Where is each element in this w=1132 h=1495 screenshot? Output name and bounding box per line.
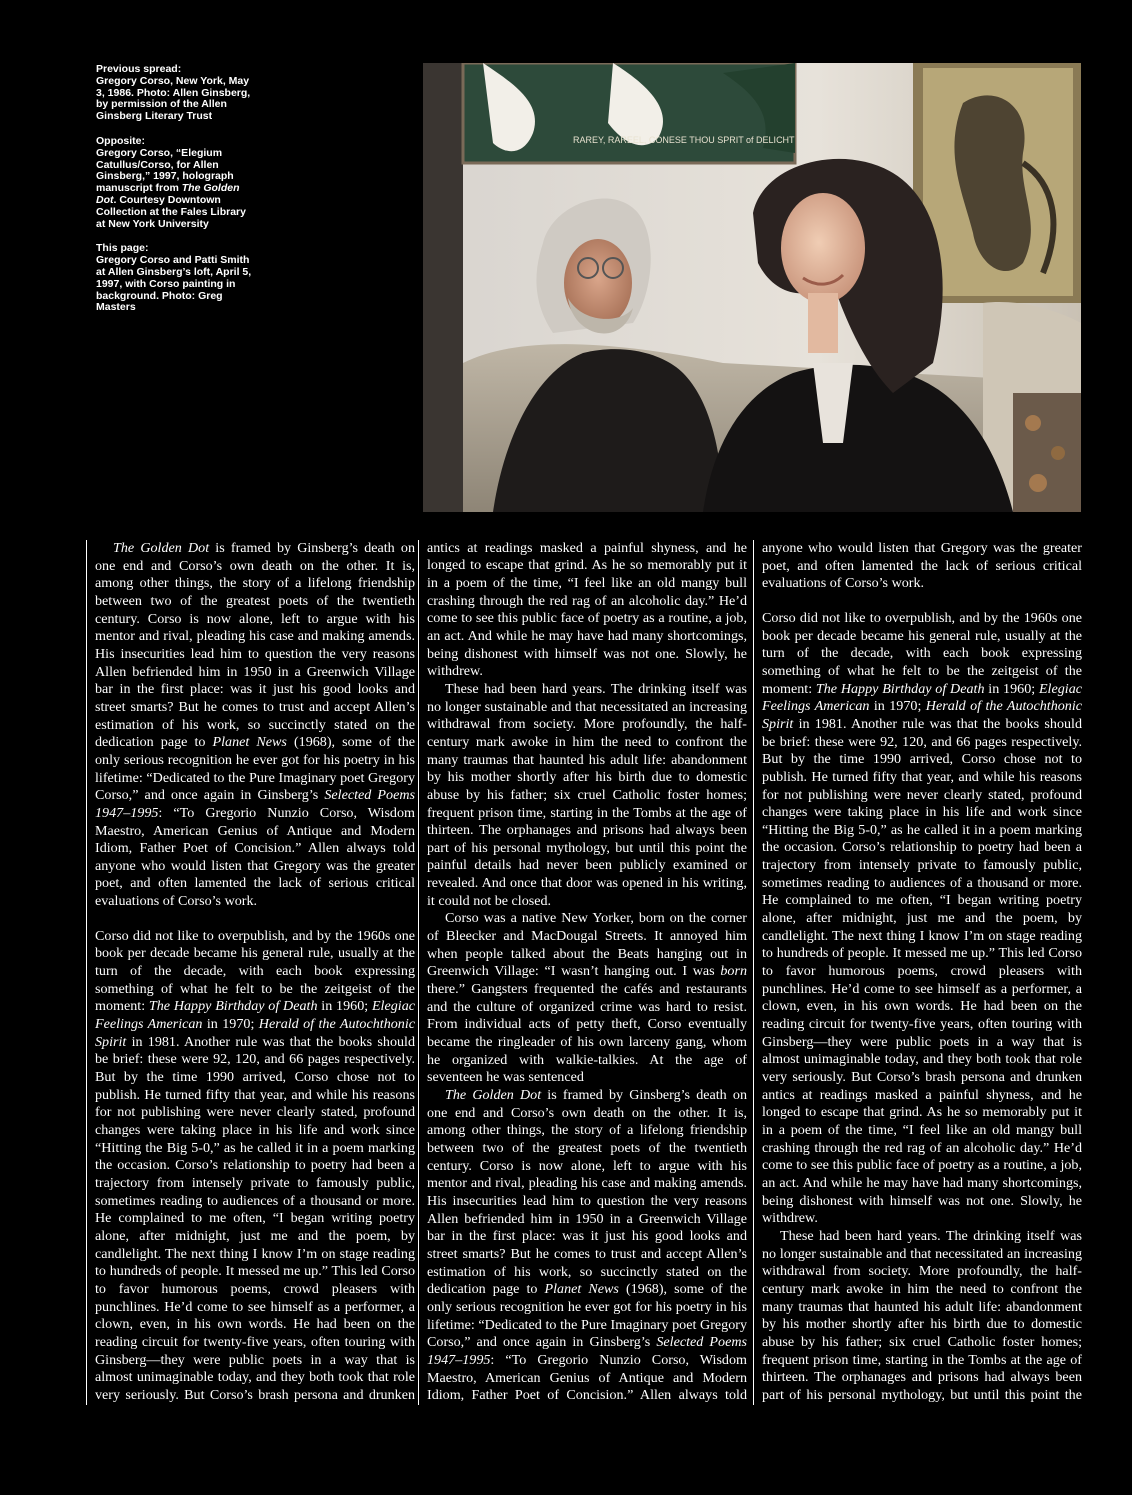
body-paragraph: These had been hard years. The drinking itself was no longer sustainable and that necessitated an increasing withdrawal from society. More profoundly, the half-century mark awoke in him the need to confront the many traumas that haunted his adult life: abandonment by his mother shortly after his birth due to domestic abuse by his father; six cruel Catholic foster homes; frequent prison time, starting in the Tombs at the age of thirteen. The orphanages and prisons had always been part of his personal mythology, but until this point the bbox=[762, 1227, 1082, 1403]
text-column-3 bbox=[753, 540, 1082, 1405]
body-paragraph: Corso did not like to overpublish, and by the 1960s one book per decade became his general rule, usually at the turn of the decade, with each book expressing something of what he felt to be the zeitgeist of the moment: The Happy Birthday of Death in 1960; Elegiac Feelings American in 1970; Herald of the Autochthonic Spirit in 1981. Another rule was that the books should be brief: these were 92, 120, and 66 pages respectively. But by the time 1990 arrived, Corso chose not to publish. He turned fifty that year, and while his reasons for not publishing were never clearly stated, profound changes were taking place in his life and work since “Hitting the Big 5-0,” as he called it in a poem marking the occasion. Corso’s relationship to poetry had been a trajectory from intensely private to famously public, sometimes reading to audiences of a thousand or more. He complained to me often, “I began writing poetry alone, after midnight, just me and the poem, by candlelight. The next thing I know I’m on stage reading to hundreds of people. It messed me up.” This led Corso to favor humorous poems, crowd pleasers with punchlines. He’d come to see himself as a performer, a clown, even, in his own words. He had been on the reading circuit for twenty-five years, often touring with Ginsberg—they were public poets in a way that is almost unimaginable today, and they both took that role very seriously. But Corso’s brash persona and drunken antics at readings masked a painful shyness, and he longed to escape that grind. As he so memorably put it in a poem of the time, “I feel like an old mangy bull crashing through the red rag of an alcoholic day.” He’d come to see this public face of poetry as a routine, a job, an act. And while he may have had many shortcomings, being dishonest with himself was not one. Slowly, he withdrew. bbox=[762, 609, 1082, 1227]
photo-corso-and-smith bbox=[423, 63, 1081, 512]
caption-opposite bbox=[96, 136, 256, 230]
text-column-2 bbox=[418, 540, 747, 1405]
caption-text: Gregory Corso, “Elegium Catullus/Corso, for Allen Ginsberg,” 1997, holograph manuscript from The Golden Dot. Courtesy Downtown Collection at the Fales Library at New York University bbox=[96, 146, 246, 230]
body-paragraph: These had been hard years. The drinking itself was no longer sustainable and that necessitated an increasing withdrawal from society. More profoundly, the half-century mark awoke in him the need to confront the many traumas that haunted his adult life: abandonment by his mother shortly after his birth due to domestic abuse by his father; six cruel Catholic foster homes; frequent prison time, starting in the Tombs at the age of thirteen. The orphanages and prisons had always been part of his personal mythology, but until this point the painful details had never been publicly examined or revealed. And once that door was opened in his writing, it could not be closed. bbox=[427, 680, 747, 909]
body-paragraph: The Golden Dot is framed by Ginsberg’s death on one end and Corso’s own death on the other. It is, among other things, the story of a lifelong friendship between two of the greatest poets of the twentieth century. Corso is now alone, left to argue with his mentor and rival, pleading his case and making amends. His insecurities lead him to question the very reasons Allen befriended him in 1950 in a Greenwich Village bar in the first place: was it just his good looks and street smarts? But he comes to trust and accept Allen’s estimation of his work, so succinctly stated on the dedication page to Planet News (1968), some of the only serious recognition he ever got for his poetry in his lifetime: “Dedicated to the Pure Imaginary poet Gregory Corso,” and once again in Ginsberg’s Selected Poems 1947–1995: “To Gregorio Nunzio Corso, Wisdom Maestro, American Genius of Antique and Modern Idiom, Father Poet of Concision.” Allen always told bbox=[427, 1087, 747, 1404]
body-paragraph: antics at readings masked a painful shyness, and he longed to escape that grind. As he so memorably put it in a poem of the time, “I feel like an old mangy bull crashing through the red rag of an alcoholic day.” He’d come to see this public face of poetry as a routine, a job, an act. And while he may have had many shortcomings, being dishonest with himself was not one. Slowly, he withdrew. bbox=[427, 540, 747, 680]
column-flow bbox=[762, 540, 1082, 1405]
body-paragraph: The Golden Dot is framed by Ginsberg’s death on one end and Corso’s own death on the other. It is, among other things, the story of a lifelong friendship between two of the greatest poets of the twentieth century. Corso is now alone, left to argue with his mentor and rival, pleading his case and making amends. His insecurities lead him to question the very reasons Allen befriended him in 1950 in a Greenwich Village bar in the first place: was it just his good looks and street smarts? But he comes to trust and accept Allen’s estimation of his work, so succinctly stated on the dedication page to Planet News (1968), some of the only serious recognition he ever got for his poetry in his lifetime: “Dedicated to the Pure Imaginary poet Gregory Corso,” and once again in Ginsberg’s Selected Poems 1947–1995: “To Gregorio Nunzio Corso, Wisdom Maestro, American Genius of Antique and Modern Idiom, Father Poet of Concision.” Allen always told anyone who would listen that Gregory was the greater poet, and often lamented the lack of serious critical evaluations of Corso’s work. bbox=[95, 540, 415, 910]
caption-heading: Opposite: bbox=[96, 134, 145, 147]
caption-this-page bbox=[96, 243, 256, 314]
column-flow bbox=[427, 540, 747, 1087]
text-column-1 bbox=[86, 540, 415, 1405]
painting-inscription: RAREY, RAREEL, CONESE THOU SPRIT of DELICHT bbox=[573, 135, 795, 145]
photo-captions bbox=[96, 64, 256, 327]
column-flow bbox=[427, 540, 747, 1405]
caption-text: Gregory Corso, New York, May 3, 1986. Photo: Allen Ginsberg, by permission of the Allen Ginsberg Literary Trust bbox=[96, 74, 251, 123]
body-paragraph: anyone who would listen that Gregory was the greater poet, and often lamented the lack of serious critical evaluations of Corso’s work. bbox=[762, 540, 1082, 592]
column-flow bbox=[95, 540, 415, 1405]
caption-previous-spread bbox=[96, 64, 256, 123]
caption-heading: This page: bbox=[96, 242, 149, 255]
caption-heading: Previous spread: bbox=[96, 63, 182, 75]
body-paragraph: Corso was a native New Yorker, born on the corner of Bleecker and MacDougal Streets. It annoyed him when people talked about the Beats hanging out in Greenwich Village: “I wasn’t hanging out. I was born there.” Gangsters frequented the cafés and restaurants and the culture of organized crime was hard to resist. From individual acts of petty theft, Corso eventually became the ringleader of his own larceny gang, whom he organized with walkie-talkies. At the age of seventeen he was sentenced bbox=[427, 910, 747, 1086]
caption-text: Gregory Corso and Patti Smith at Allen Ginsberg’s loft, April 5, 1997, with Corso painting in background. Photo: Greg Masters bbox=[96, 254, 252, 314]
body-paragraph: Corso did not like to overpublish, and by the 1960s one book per decade became his general rule, usually at the turn of the decade, with each book expressing something of what he felt to be the zeitgeist of the moment: The Happy Birthday of Death in 1960; Elegiac Feelings American in 1970; Herald of the Autochthonic Spirit in 1981. Another rule was that the books should be brief: these were 92, 120, and 66 pages respectively. But by the time 1990 arrived, Corso chose not to publish. He turned fifty that year, and while his reasons for not publishing were never clearly stated, profound changes were taking place in his life and work since “Hitting the Big 5-0,” as he called it in a poem marking the occasion. Corso’s relationship to poetry had been a trajectory from intensely private to famously public, sometimes reading to audiences of a thousand or more. He complained to me often, “I began writing poetry alone, after midnight, just me and the poem, by candlelight. The next thing I know I’m on stage reading to hundreds of people. It messed me up.” This led Corso to favor humorous poems, crowd pleasers with punchlines. He’d come to see himself as a performer, a clown, even, in his own words. He had been on the reading circuit for twenty-five years, often touring with Ginsberg—they were public poets in a way that is almost unimaginable today, and they both took that role very seriously. But Corso’s brash persona and drunken bbox=[95, 927, 415, 1403]
photo-illustration bbox=[423, 63, 1081, 512]
